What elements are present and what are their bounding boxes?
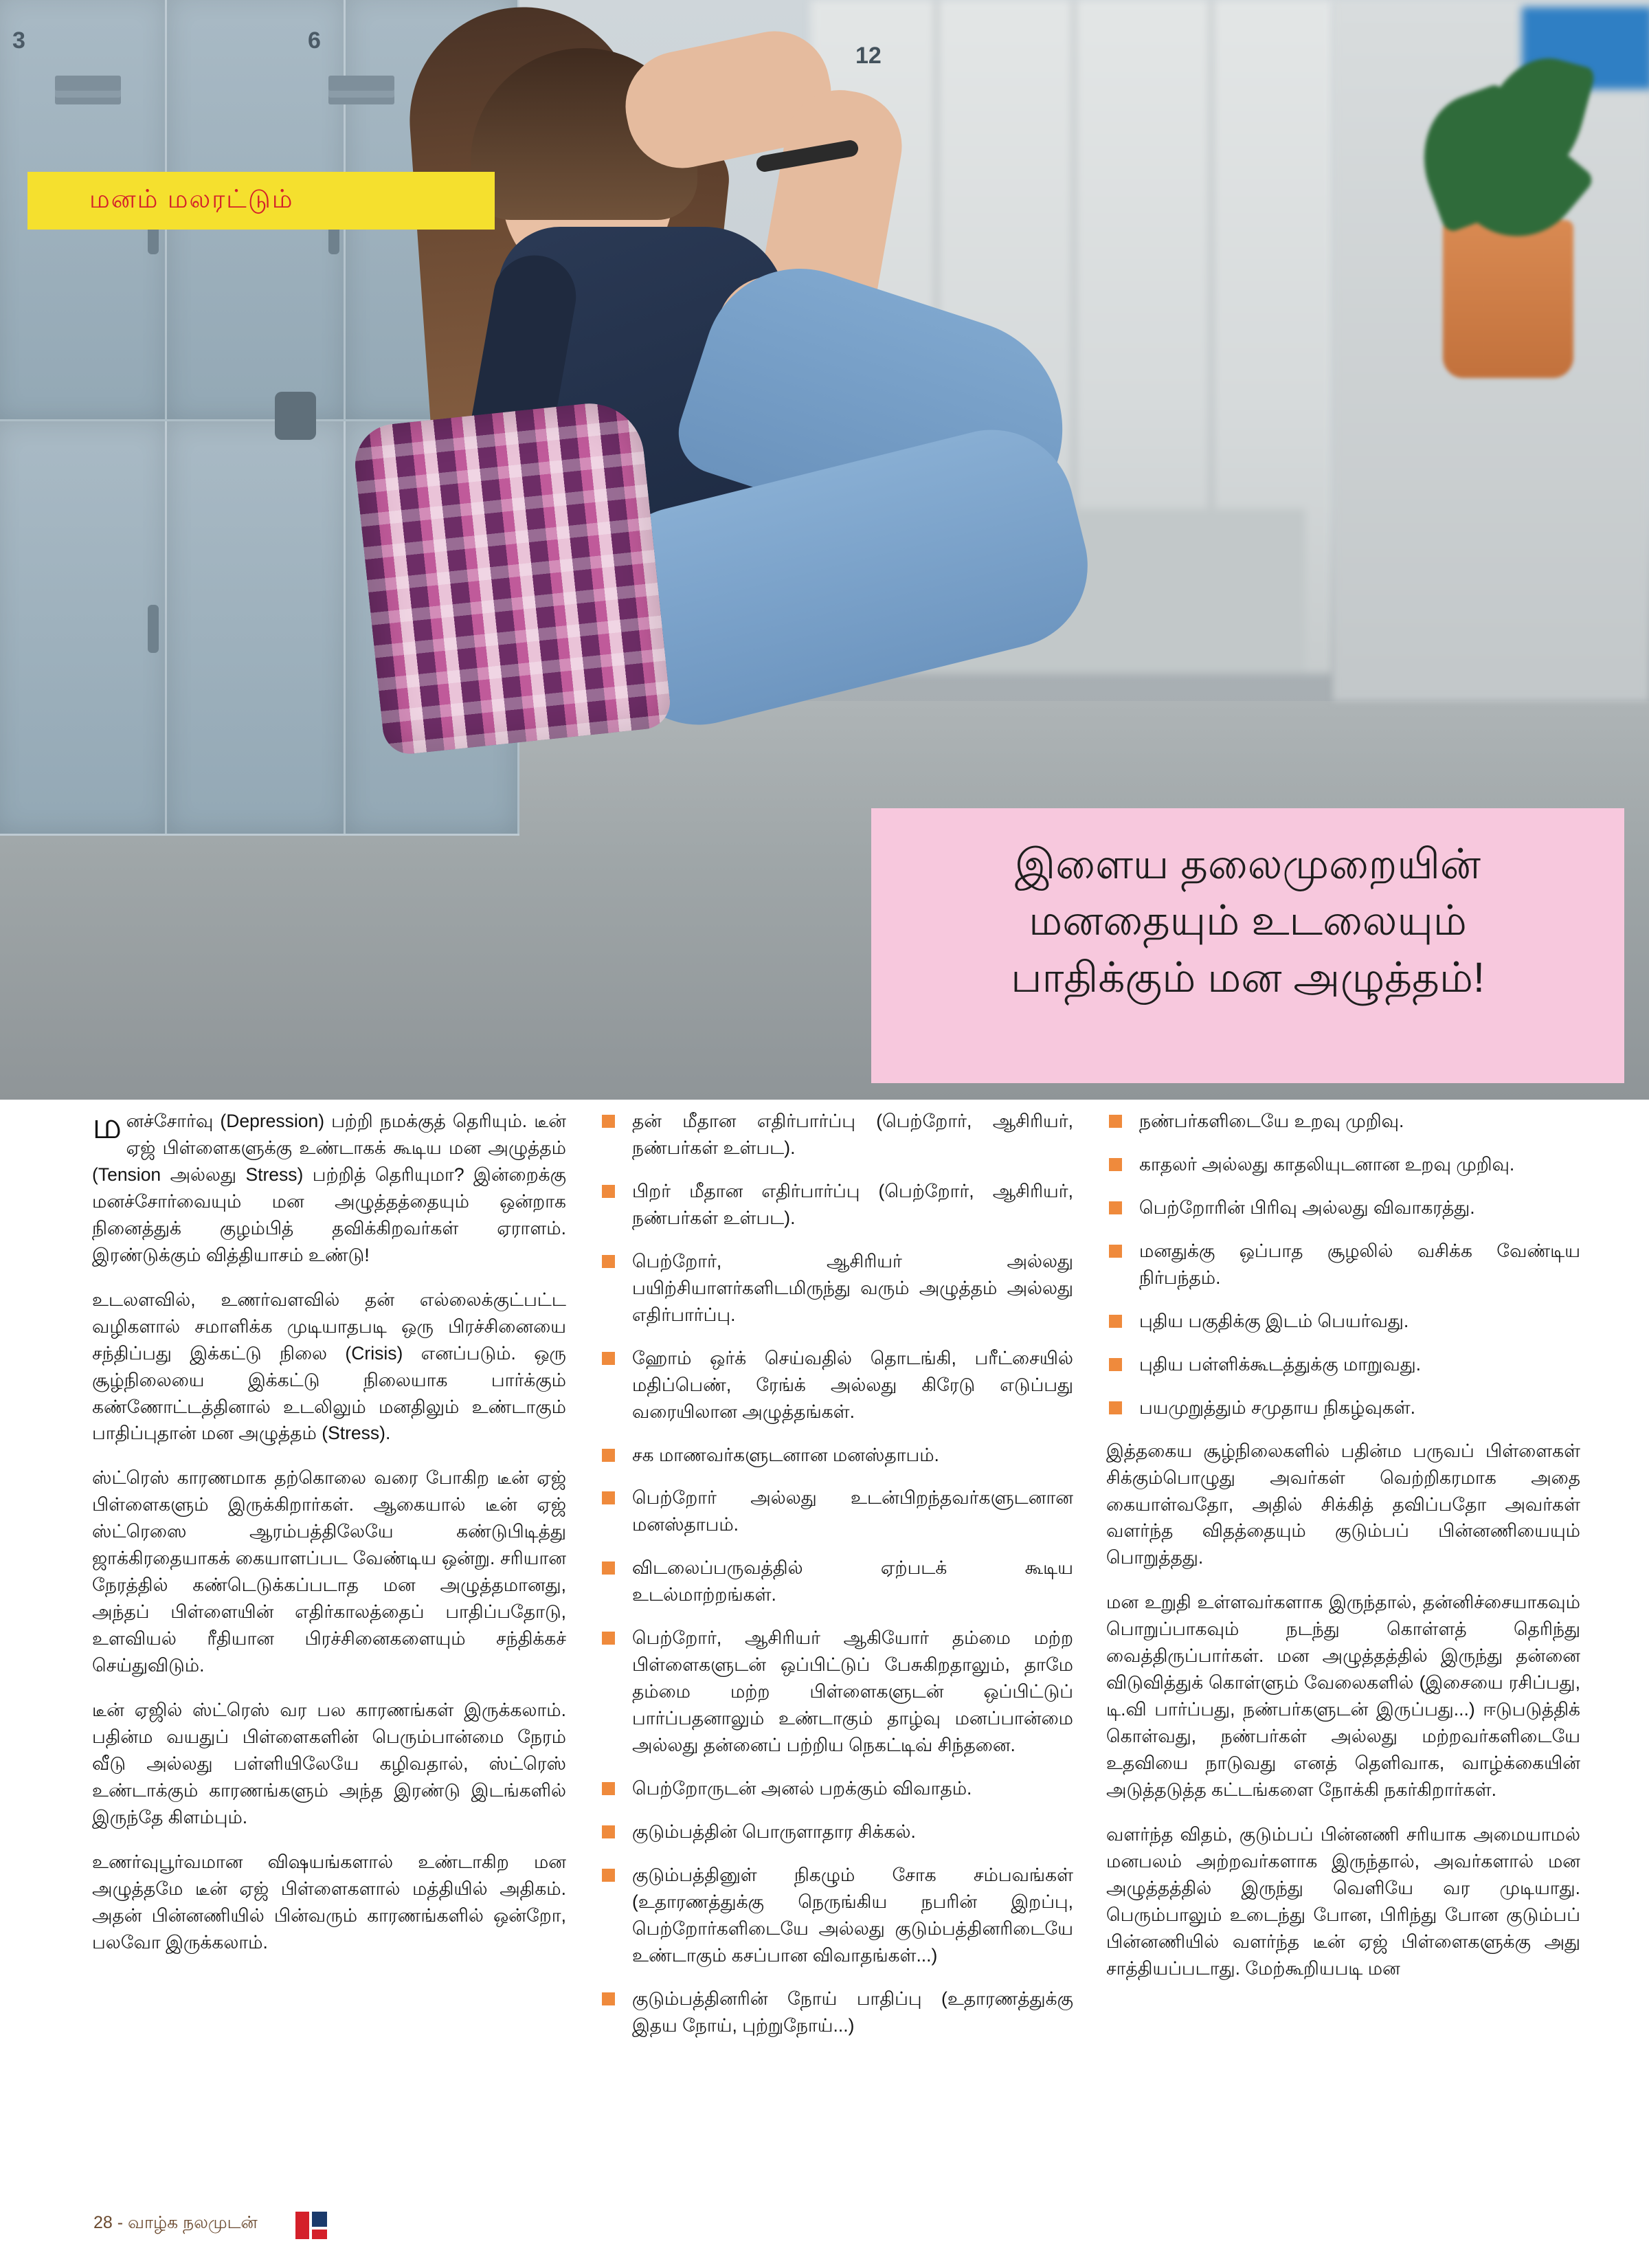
- article-body: [0, 1105, 1649, 2187]
- paragraph: டீன் ஏஜில் ஸ்ட்ரெஸ் வர பல காரணங்கள் இருக்கலாம். பதின்ம வயதுப் பிள்ளைகளின் பெரும்பான்மை நேரம் வீடு அல்லது பள்ளியிலேயே கழிவதால், ஸ்ட்ரெஸ் உண்டாக்கும் காரணங்களும் அந்த இரண்டு இடங்களில் இருந்தே கிளம்பும்.: [92, 1700, 566, 1827]
- list-item: புதிய பள்ளிக்கூடத்துக்கு மாறுவது.: [1106, 1351, 1580, 1378]
- list-item: விடலைப்பருவத்தில் ஏற்படக் கூடிய உடல்மாற்றங்கள்.: [599, 1555, 1073, 1608]
- backpack: [351, 398, 673, 756]
- padlock-icon: [275, 392, 316, 440]
- list-item: நண்பர்களிடையே உறவு முறிவு.: [1106, 1108, 1580, 1135]
- magazine-name: - வாழ்க நலமுடன்: [117, 2213, 258, 2232]
- list-item: பிறர் மீதான எதிர்பார்ப்பு (பெற்றோர், ஆசிரியர், நண்பர்கள் உள்பட).: [599, 1178, 1073, 1232]
- text-column-3: [1106, 1108, 1580, 2000]
- page-number: 28: [93, 2213, 113, 2232]
- student-figure: [330, 0, 1017, 893]
- footer-page-label: [93, 2213, 258, 2235]
- headline-line-2: மனதையும் உடலையும்: [1029, 897, 1467, 944]
- headline-line-3: பாதிக்கும் மன அழுத்தம்!: [1011, 953, 1485, 1001]
- paragraph: இத்தகைய சூழ்நிலைகளில் பதின்ம பருவப் பிள்ளைகள் சிக்கும்பொழுது அவர்கள் வெற்றிகரமாக அதை கையாள்வதோ, அதில் சிக்கித் தவிப்பதோ அவர்கள் வளர்ந்த விதத்தையும் குடும்பப் பின்னணியையும் பொறுத்தது.: [1106, 1440, 1580, 1568]
- list-item: பெற்றோரின் பிரிவு அல்லது விவாகரத்து.: [1106, 1194, 1580, 1221]
- list-item: மனதுக்கு ஒப்பாத சூழலில் வசிக்க வேண்டிய நிர்பந்தம்.: [1106, 1238, 1580, 1291]
- locker-vent: [55, 76, 121, 91]
- paragraph: வளர்ந்த விதம், குடும்பப் பின்னணி சரியாக அமையாமல் மனபலம் அற்றவர்களாக இருந்தால், அவர்களால் மன அழுத்தத்தில் இருந்து வெளியே வர முடியாது. பெரும்பாலும் உடைந்து போன, பிரிந்து போன குடும்பப் பின்னணியில் வளர்ந்த டீன் ஏஜ் பிள்ளைகளுக்கு அது சாத்தியப்படாது. மேற்கூறியபடி மன: [1106, 1824, 1580, 1979]
- list-item: பெற்றோருடன் அனல் பறக்கும் விவாதம்.: [599, 1775, 1073, 1802]
- paragraph: மன உறுதி உள்ளவர்களாக இருந்தால், தன்னிச்சையாகவும் பொறுப்பாகவும் நடந்து கொள்ளத் தெரிந்து வைத்திருப்பார்கள். மன அழுத்தத்தில் இருந்து தன்னை விடுவித்துக் கொள்ளும் வேலைகளில் (இசையை ரசிப்பது, டி.வி பார்ப்பது, நண்பர்களுடன் இருப்பது...) ஈடுபடுத்திக் கொள்வது, நண்பர்கள் அல்லது மற்றவர்களிடையே உதவியை நாடுவது எனத் தெளிவாக, வாழ்க்கையின் அடுத்தடுத்த கட்டங்களை நோக்கி நகர்கிறார்கள்.: [1106, 1592, 1580, 1801]
- list-item: குடும்பத்தினுள் நிகழும் சோக சம்பவங்கள் (உதாரணத்துக்கு நெருங்கிய நபரின் இறப்பு, பெற்றோர்களிடையே அல்லது குடும்பத்தினரிடையே உண்டாகும் கசப்பான விவாதங்கள்...): [599, 1862, 1073, 1969]
- locker-door: [165, 419, 348, 836]
- paragraph: [92, 1105, 566, 1269]
- list-item: பெற்றோர், ஆசிரியர் அல்லது பயிற்சியாளர்களிடமிருந்து வரும் அழுத்தம் அல்லது எதிர்பார்ப்பு.: [599, 1248, 1073, 1328]
- locker-number: 3: [12, 27, 25, 54]
- list-item: காதலர் அல்லது காதலியுடனான உறவு முறிவு.: [1106, 1151, 1580, 1178]
- potted-plant: [1402, 14, 1608, 399]
- section-kicker-label: மனம் மலரட்டும்: [89, 184, 294, 213]
- list-item: பெற்றோர், ஆசிரியர் ஆகியோர் தம்மை மற்ற பிள்ளைகளுடன் ஒப்பிட்டுப் பேசுகிறதாலும், தாமே தம்மை மற்ற பிள்ளைகளுடன் ஒப்பிட்டுப் பார்ப்பதனாலும் உண்டாகும் தாழ்வு மனப்பான்மை அல்லது தன்னைப் பற்றிய நெகட்டிவ் சிந்தனை.: [599, 1625, 1073, 1759]
- list-item: ஹோம் ஒர்க் செய்வதில் தொடங்கி, பரீட்சையில் மதிப்பெண், ரேங்க் அல்லது கிரேடு எடுப்பது வரையிலான அழுத்தங்கள்.: [599, 1345, 1073, 1425]
- list-item: தன் மீதான எதிர்பார்ப்பு (பெற்றோர், ஆசிரியர், நண்பர்கள் உள்பட).: [599, 1108, 1073, 1161]
- list-item: சக மாணவர்களுடனான மனஸ்தாபம்.: [599, 1442, 1073, 1469]
- page-footer: [0, 2187, 1649, 2268]
- locker-number: 12: [855, 43, 882, 69]
- list-item: குடும்பத்தினரின் நோய் பாதிப்பு (உதாரணத்துக்கு இதய நோய், புற்றுநோய்...): [599, 1986, 1073, 2039]
- paragraph: உணர்வுபூர்வமான விஷயங்களால் உண்டாகிற மன அழுத்தமே டீன் ஏஜ் பிள்ளைகளால் மத்தியில் அதிகம். அதன் பின்னணியில் பின்வரும் காரணங்களில் ஒன்றோ, பலவோ இருக்கலாம்.: [92, 1851, 566, 1953]
- list-item: புதிய பகுதிக்கு இடம் பெயர்வது.: [1106, 1308, 1580, 1335]
- causes-list-part-2: [1106, 1108, 1580, 1421]
- paragraph-text: னச்சோர்வு (Depression) பற்றி நமக்குத் தெரியும். டீன் ஏஜ் பிள்ளைகளுக்கு உண்டாகக் கூடிய மன அழுத்தம் (Tension அல்லது Stress) பற்றித் தெரியுமா? இன்றைக்கு மனச்சோர்வையும் மன அழுத்தத்தையும் ஒன்றாக நினைத்துக் குழம்பித் தவிக்கிறவர்கள் ஏராளம். இரண்டுக்கும் வித்தியாசம் உண்டு!: [92, 1111, 566, 1265]
- article-headline: [871, 808, 1624, 1083]
- locker-handle: [148, 605, 159, 653]
- causes-list-part-1: [599, 1108, 1073, 2039]
- text-column-1: [92, 1105, 566, 1974]
- drop-cap: ம: [92, 1105, 122, 1146]
- paragraph: ஸ்ட்ரெஸ் காரணமாக தற்கொலை வரை போகிற டீன் ஏஜ் பிள்ளைகளும் இருக்கிறார்கள். ஆகையால் டீன் ஏஜ் ஸ்ட்ரெஸை ஆரம்பத்திலேயே கண்டுபிடித்து ஜாக்கிரதையாகக் கையாளப்பட வேண்டிய ஒன்று. சரியான நேரத்தில் கண்டெடுக்கப்படாத மன அழுத்தமானது, அந்தப் பிள்ளையின் எதிர்காலத்தைப் பாதிப்பதோடு, உளவியல் ரீதியான பிரச்சினைகளையும் சந்திக்கச் செய்துவிடும்.: [92, 1467, 566, 1676]
- locker-number: 6: [308, 27, 321, 54]
- list-item: பயமுறுத்தும் சமுதாய நிகழ்வுகள்.: [1106, 1394, 1580, 1421]
- paragraph: உடலளவில், உணர்வளவில் தன் எல்லைக்குட்பட்ட வழிகளால் சமாளிக்க முடியாதபடி ஒரு பிரச்சினையை சந்திப்பது இக்கட்டு நிலை (Crisis) எனப்படும். ஒரு சூழ்நிலையை இக்கட்டு நிலையாக பார்க்கும் கண்ணோட்டத்தினால் உடலிலும் மனதிலும் உண்டாகும் பாதிப்புதான் மன அழுத்தம் (Stress).: [92, 1289, 566, 1444]
- headline-line-1: இளைய தலைமுறையின்: [1014, 841, 1481, 887]
- text-column-2: [599, 1108, 1073, 2056]
- section-kicker: [27, 172, 495, 230]
- list-item: பெற்றோர் அல்லது உடன்பிறந்தவர்களுடனான மனஸ்தாபம்.: [599, 1485, 1073, 1538]
- list-item: குடும்பத்தின் பொருளாதார சிக்கல்.: [599, 1819, 1073, 1845]
- magazine-logo-mark: [295, 2212, 327, 2239]
- locker-door: [0, 419, 169, 836]
